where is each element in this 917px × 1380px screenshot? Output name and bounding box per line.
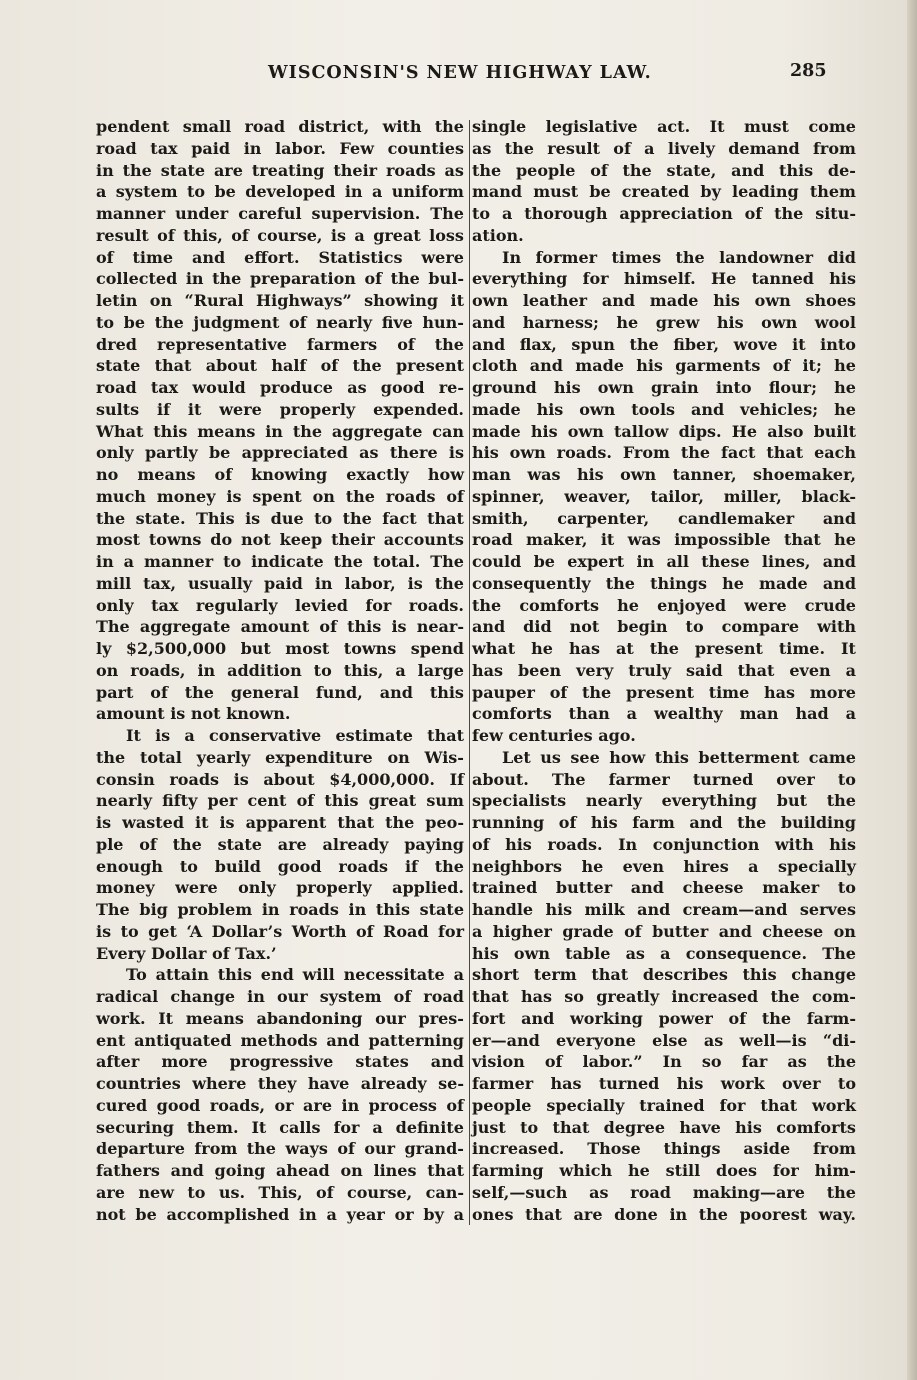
text-line: most towns do not keep their accounts [96,530,464,550]
text-line: his own table as a consequence. The [472,943,856,963]
text-line: fort and working power of the farm- [472,1008,856,1028]
text-line: collected in the preparation of the bul- [96,269,464,289]
text-line: has been very truly said that even a [472,660,856,680]
text-line: spinner, weaver, tailor, miller, black- [472,486,856,506]
text-line: in a manner to indicate the total. The [96,552,464,571]
text-line: own leather and made his own shoes [472,291,856,310]
text-line: increased. Those things aside from [472,1139,856,1159]
text-line: as the result of a lively demand from [472,138,856,158]
text-line: countries where they have already se- [96,1074,464,1093]
page-edge [907,0,917,1380]
text-line: only tax regularly levied for roads. [96,595,464,615]
text-line: is wasted it is apparent that the peo- [96,813,464,832]
text-line: that has so greatly increased the com- [472,987,856,1006]
text-line: road tax paid in labor. Few counties [96,138,464,158]
text-line: What this means in the aggregate can [96,421,464,441]
text-line: in the state are treating their roads as [96,160,464,180]
text-line: single legislative act. It must come [472,117,856,136]
text-line: a system to be developed in a uniform [96,182,464,202]
text-line: to a thorough appreciation of the situ- [472,204,856,223]
text-line: neighbors he even hires a specially [472,856,856,876]
text-line: only partly be appreciated as there is [96,443,464,463]
text-line: money were only properly applied. [96,878,464,898]
text-line: and did not begin to compare with [472,617,856,637]
text-line: road maker, it was impossible that he [472,530,856,550]
text-line: the people of the state, and this de- [472,160,856,180]
text-line: farming which he still does for him- [472,1161,856,1180]
text-line: To attain this end will necessitate a [126,965,464,985]
text-line: the comforts he enjoyed were crude [472,595,856,615]
text-line: The aggregate amount of this is near- [96,617,464,637]
text-line: made his own tools and vehicles; he [472,399,856,419]
text-line: road tax would produce as good re- [96,378,464,397]
text-line: fathers and going ahead on lines that [96,1161,464,1180]
text-line: er—and everyone else as well—is “di- [472,1030,856,1050]
text-line: state that about half of the present [96,356,464,376]
text-line: to be the judgment of nearly five hun- [96,312,464,332]
text-line: ly $2,500,000 but most towns spend [96,639,464,658]
column-divider [469,120,470,1225]
text-line: cured good roads, or are in process of [96,1095,464,1115]
text-line: specialists nearly everything but the [472,791,856,811]
left-column [96,116,464,1225]
text-line: mill tax, usually paid in labor, is the [96,573,464,593]
text-line: dred representative farmers of the [96,334,464,354]
text-line: few centuries ago. [472,726,636,745]
text-line: self,—such as road making—are the [472,1182,856,1202]
text-line: vision of labor.” In so far as the [472,1052,856,1072]
text-line: The big problem in roads in this state [96,900,464,919]
text-line: trained butter and cheese maker to [472,878,856,898]
text-line: the total yearly expenditure on Wis- [96,747,464,767]
text-line: a higher grade of butter and cheese on [472,921,856,941]
text-line: made his own tallow dips. He also built [472,421,856,441]
text-line: of his roads. In conjunction with his [472,834,856,854]
text-line: what he has at the present time. It [472,639,856,658]
text-line: pauper of the present time has more [472,682,856,702]
text-line: the state. This is due to the fact that [96,508,464,528]
text-line: amount is not known. [96,704,291,724]
text-line: are new to us. This, of course, can- [96,1182,464,1202]
text-line: Let us see how this betterment came [502,747,856,767]
text-line: part of the general fund, and this [96,682,464,702]
text-line: sults if it were properly expended. [96,399,464,419]
text-line: could be expert in all these lines, and [472,552,856,571]
text-line: on roads, in addition to this, a large [96,660,464,680]
text-line: short term that describes this change [472,965,856,985]
text-line: ation. [472,225,524,245]
text-line: departure from the ways of our grand- [96,1139,464,1159]
text-line: after more progressive states and [96,1052,464,1072]
text-line: mand must be created by leading them [472,182,856,202]
text-line: ground his own grain into flour; he [472,378,856,397]
text-line: handle his milk and cream—and serves [472,900,856,919]
text-line: no means of knowing exactly how [96,465,464,484]
text-line: work. It means abandoning our pres- [96,1008,464,1028]
text-line: people specially trained for that work [472,1095,856,1115]
text-line: farmer has turned his work over to [472,1074,856,1093]
text-line: It is a conservative estimate that [126,726,464,745]
text-line: and harness; he grew his own wool [472,312,856,332]
text-line: and flax, spun the fiber, wove it into [472,334,856,354]
text-line: securing them. It calls for a definite [96,1117,464,1137]
text-line: consin roads is about $4,000,000. If [96,769,464,789]
text-line: result of this, of course, is a great loss [96,225,464,245]
text-line: letin on “Rural Highways” showing it [96,291,464,310]
text-line: ones that are done in the poorest way. [472,1204,856,1224]
text-line: of time and effort. Statistics were [96,247,464,267]
text-line: nearly fifty per cent of this great sum [96,791,464,811]
text-line: consequently the things he made and [472,573,856,593]
text-line: is to get ‘A Dollar’s Worth of Road for [96,921,464,941]
text-line: cloth and made his garments of it; he [472,356,856,376]
text-line: manner under careful supervision. The [96,204,464,223]
text-line: not be accomplished in a year or by a [96,1204,464,1224]
text-line: just to that degree have his comforts [472,1117,856,1137]
right-column [472,116,856,1225]
text-line: pendent small road district, with the [96,117,464,136]
text-line: Every Dollar of Tax.’ [96,943,277,963]
text-line: everything for himself. He tanned his [472,269,856,289]
text-line: In former times the landowner did [502,247,856,267]
text-line: man was his own tanner, shoemaker, [472,465,856,484]
text-line: much money is spent on the roads of [96,486,464,506]
text-line: his own roads. From the fact that each [472,443,856,463]
running-head: WISCONSIN'S NEW HIGHWAY LAW. [268,63,652,83]
text-line: comforts than a wealthy man had a [472,704,856,724]
text-line: ent antiquated methods and patterning [96,1030,464,1050]
page-number: 285 [790,61,827,81]
text-line: smith, carpenter, candlemaker and [472,508,856,528]
text-line: about. The farmer turned over to [472,769,856,789]
text-line: enough to build good roads if the [96,856,464,876]
text-line: running of his farm and the building [472,813,856,832]
text-line: radical change in our system of road [96,987,464,1006]
text-line: ple of the state are already paying [96,834,464,854]
